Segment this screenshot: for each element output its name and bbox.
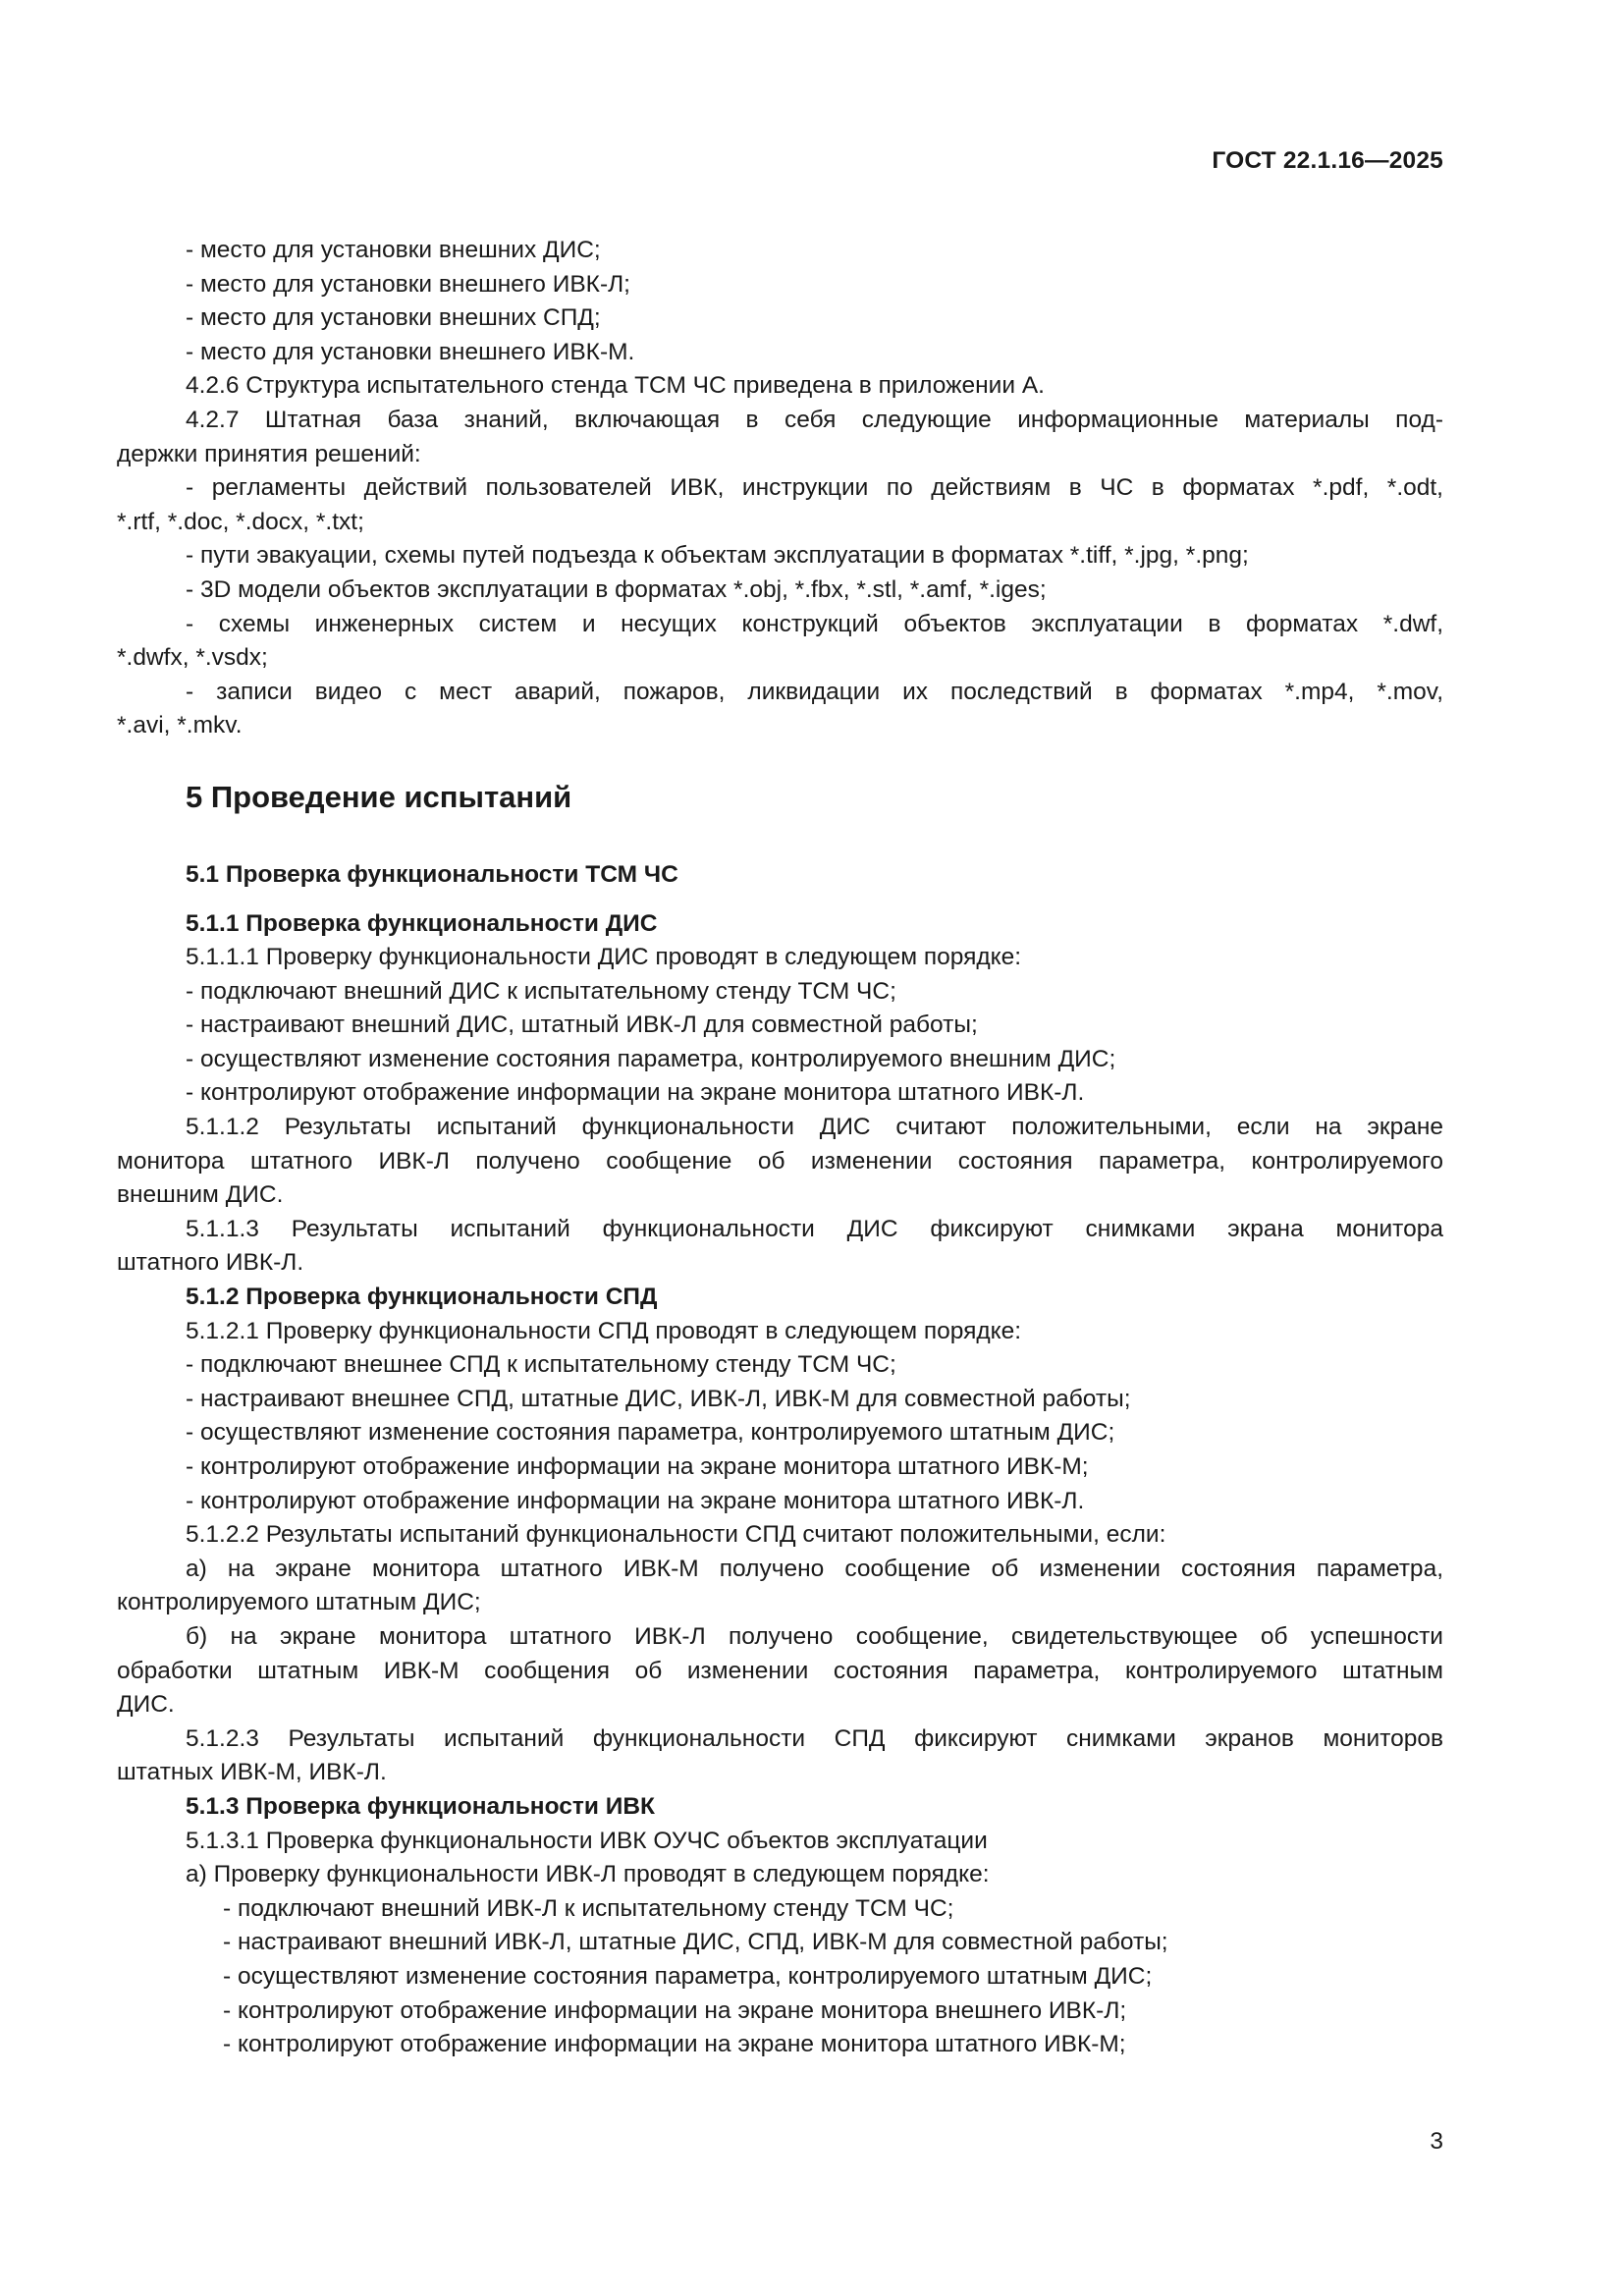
subsection-heading-5-1-2: 5.1.2 Проверка функциональности СПД — [186, 1284, 658, 1311]
paragraph-continuation: контролируемого штатным ДИС; — [117, 1589, 481, 1616]
list-item: - подключают внешний ИВК-Л к испытательному стенду ТСМ ЧС; — [223, 1894, 954, 1922]
clause-4-2-7: 4.2.7 Штатная база знаний, включающая в себя следующие информационные материалы под- — [186, 406, 1443, 433]
clause-5-1-2-3: 5.1.2.3 Результаты испытаний функциональности СПД фиксируют снимками экранов мониторов — [186, 1724, 1443, 1752]
list-item: - контролируют отображение информации на экране монитора штатного ИВК-Л. — [186, 1079, 1085, 1107]
list-item: - подключают внешнее СПД к испытательному стенду ТСМ ЧС; — [186, 1351, 896, 1379]
list-item: - подключают внешний ДИС к испытательному стенду ТСМ ЧС; — [186, 977, 896, 1005]
document-code-header: ГОСТ 22.1.16—2025 — [1212, 147, 1443, 174]
list-item: - настраивают внешний ИВК-Л, штатные ДИС, СПД, ИВК-М для совместной работы; — [223, 1929, 1168, 1956]
paragraph-continuation: внешним ДИС. — [117, 1181, 284, 1209]
subsection-heading-5-1-1: 5.1.1 Проверка функциональности ДИС — [186, 909, 658, 937]
list-item: а) на экране монитора штатного ИВК-М получено сообщение об изменении состояния параметра, — [186, 1555, 1443, 1582]
list-item: - место для установки внешних СПД; — [186, 304, 601, 332]
paragraph-continuation: *.avi, *.mkv. — [117, 712, 243, 739]
list-item: - место для установки внешнего ИВК-Л; — [186, 270, 630, 298]
clause-5-1-2-2: 5.1.2.2 Результаты испытаний функциональности СПД считают положительными, если: — [186, 1521, 1166, 1549]
list-item: а) Проверку функциональности ИВК-Л проводят в следующем порядке: — [186, 1861, 990, 1888]
list-item: - контролируют отображение информации на экране монитора внешнего ИВК-Л; — [223, 1996, 1127, 2024]
paragraph-continuation: штатного ИВК-Л. — [117, 1249, 304, 1277]
paragraph-continuation: монитора штатного ИВК-Л получено сообщение об изменении состояния параметра, контролируемого — [117, 1147, 1443, 1175]
list-item: - схемы инженерных систем и несущих конструкций объектов эксплуатации в форматах *.dwf, — [186, 610, 1443, 637]
clause-5-1-1-2: 5.1.1.2 Результаты испытаний функциональности ДИС считают положительными, если на экране — [186, 1114, 1443, 1141]
list-item: - записи видео с мест аварий, пожаров, ликвидации их последствий в форматах *.mp4, *.mov, — [186, 678, 1443, 705]
list-item: - регламенты действий пользователей ИВК, инструкции по действиям в ЧС в форматах *.pdf, *.odt, — [186, 474, 1443, 502]
subsection-heading-5-1-3: 5.1.3 Проверка функциональности ИВК — [186, 1792, 655, 1820]
paragraph-continuation: держки принятия решений: — [117, 440, 421, 467]
list-item: - осуществляют изменение состояния параметра, контролируемого внешним ДИС; — [186, 1045, 1116, 1072]
list-item: - место для установки внешних ДИС; — [186, 237, 601, 263]
list-item: б) на экране монитора штатного ИВК-Л получено сообщение, свидетельствующее об успешности — [186, 1622, 1443, 1650]
clause-5-1-1-1: 5.1.1.1 Проверку функциональности ДИС проводят в следующем порядке: — [186, 944, 1022, 971]
document-body — [117, 234, 1443, 2062]
clause-5-1-3-1: 5.1.3.1 Проверка функциональности ИВК ОУЧС объектов эксплуатации — [186, 1827, 988, 1854]
list-item: - пути эвакуации, схемы путей подъезда к объектам эксплуатации в форматах *.tiff, *.jpg, *.png; — [186, 542, 1249, 570]
list-item: - 3D модели объектов эксплуатации в форматах *.obj, *.fbx, *.stl, *.amf, *.iges; — [186, 575, 1047, 603]
list-item: - контролируют отображение информации на экране монитора штатного ИВК-М; — [223, 2031, 1126, 2058]
clause-4-2-6: 4.2.6 Структура испытательного стенда ТСМ ЧС приведена в приложении А. — [186, 372, 1045, 400]
paragraph-continuation: обработки штатным ИВК-М сообщения об изменении состояния параметра, контролируемого штатным — [117, 1657, 1443, 1684]
clause-5-1-1-3: 5.1.1.3 Результаты испытаний функциональности ДИС фиксируют снимками экрана монитора — [186, 1215, 1443, 1242]
list-item: - контролируют отображение информации на экране монитора штатного ИВК-Л. — [186, 1487, 1085, 1514]
clause-5-1-2-1: 5.1.2.1 Проверку функциональности СПД проводят в следующем порядке: — [186, 1317, 1022, 1344]
list-item: - место для установки внешнего ИВК-М. — [186, 338, 635, 365]
subsection-heading-5-1: 5.1 Проверка функциональности ТСМ ЧС — [186, 860, 678, 888]
paragraph-continuation: ДИС. — [117, 1691, 175, 1719]
paragraph-continuation: *.rtf, *.doc, *.docx, *.txt; — [117, 508, 364, 535]
paragraph-continuation: *.dwfx, *.vsdx; — [117, 644, 268, 672]
list-item: - контролируют отображение информации на экране монитора штатного ИВК-М; — [186, 1453, 1089, 1480]
list-item: - настраивают внешнее СПД, штатные ДИС, ИВК-Л, ИВК-М для совместной работы; — [186, 1385, 1131, 1412]
list-item: - осуществляют изменение состояния параметра, контролируемого штатным ДИС; — [186, 1419, 1115, 1447]
page-number: 3 — [1430, 2128, 1443, 2155]
list-item: - настраивают внешний ДИС, штатный ИВК-Л для совместной работы; — [186, 1011, 978, 1039]
section-heading-5: 5 Проведение испытаний — [186, 779, 572, 814]
list-item: - осуществляют изменение состояния параметра, контролируемого штатным ДИС; — [223, 1962, 1153, 1990]
paragraph-continuation: штатных ИВК-М, ИВК-Л. — [117, 1759, 387, 1786]
